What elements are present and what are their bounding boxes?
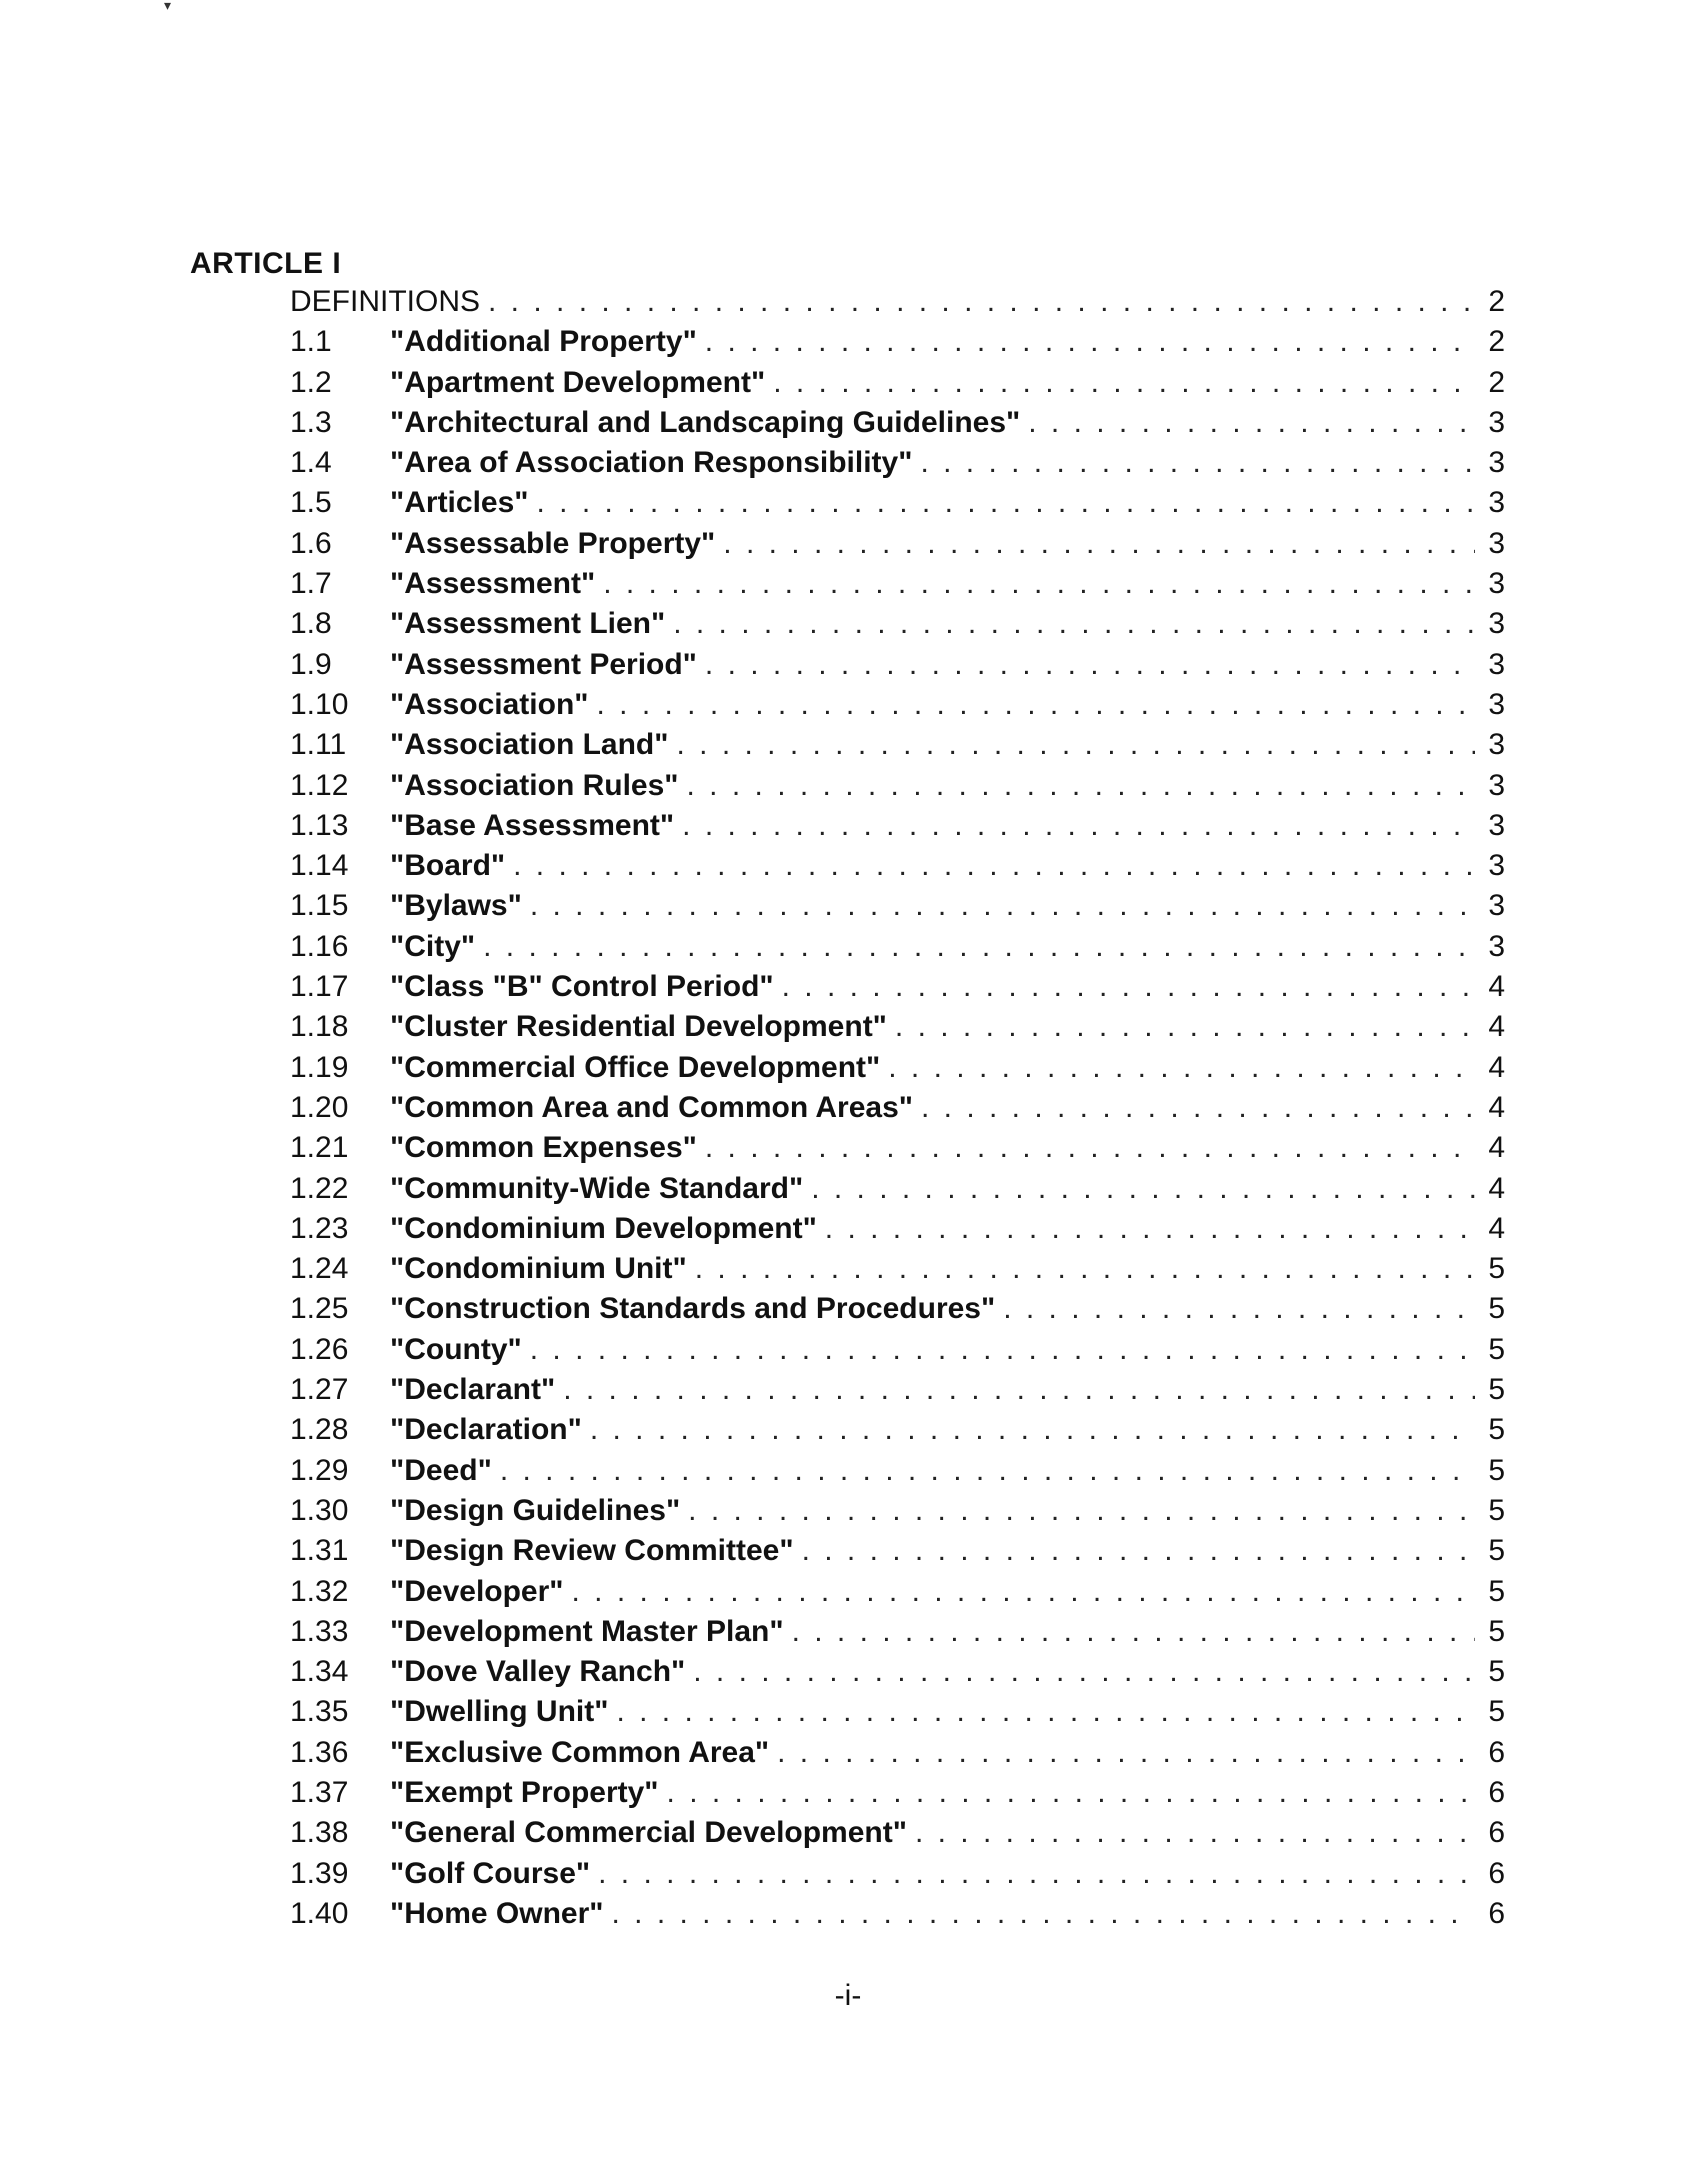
- entry-title: "Golf Course": [390, 1856, 591, 1890]
- dot-leader: [563, 1370, 1475, 1410]
- entry-number: 1.38: [290, 1816, 349, 1850]
- dot-leader: [612, 1894, 1476, 1934]
- toc-entry-row: [290, 1813, 1505, 1853]
- toc-entry-row: [290, 1531, 1505, 1571]
- entry-number: 1.6: [290, 526, 332, 560]
- entry-title: "Class "B" Control Period": [390, 970, 774, 1004]
- dot-leader: [695, 1249, 1475, 1289]
- toc-section-row: [290, 282, 1505, 322]
- entry-title: "Additional Property": [390, 325, 697, 359]
- entry-page-number: 5: [1488, 1413, 1505, 1447]
- dot-leader: [915, 1813, 1475, 1853]
- entry-page-number: 3: [1488, 768, 1505, 802]
- entry-title: "County": [390, 1332, 522, 1366]
- entry-page-number: 4: [1488, 1050, 1505, 1084]
- entry-title: "Exempt Property": [390, 1775, 659, 1809]
- toc-entry-row: [290, 1048, 1505, 1088]
- entry-page-number: 4: [1488, 1010, 1505, 1044]
- toc-entry-row: [290, 403, 1505, 443]
- dot-leader: [705, 645, 1475, 685]
- entry-number: 1.23: [290, 1211, 349, 1245]
- entry-number: 1.24: [290, 1252, 349, 1286]
- entry-number: 1.15: [290, 889, 349, 923]
- entry-number: 1.34: [290, 1655, 349, 1689]
- dot-leader: [513, 846, 1475, 886]
- entry-page-number: 5: [1488, 1655, 1505, 1689]
- toc-entry-row: [290, 322, 1505, 362]
- toc-entry-row: [290, 483, 1505, 523]
- entry-title: "Deed": [390, 1453, 492, 1487]
- entry-page-number: 5: [1488, 1534, 1505, 1568]
- entry-page-number: 5: [1488, 1614, 1505, 1648]
- entry-title: "Association Rules": [390, 768, 679, 802]
- dot-leader: [537, 483, 1475, 523]
- dot-leader: [895, 1007, 1475, 1047]
- entry-number: 1.27: [290, 1373, 349, 1407]
- entry-page-number: 3: [1488, 929, 1505, 963]
- table-of-contents: [290, 282, 1505, 1934]
- dot-leader: [1003, 1289, 1475, 1329]
- entry-number: 1.8: [290, 607, 332, 641]
- entry-number: 1.16: [290, 929, 349, 963]
- dot-leader: [603, 564, 1475, 604]
- toc-entry-row: [290, 685, 1505, 725]
- toc-entry-row: [290, 524, 1505, 564]
- dot-leader: [921, 1088, 1475, 1128]
- entry-page-number: 5: [1488, 1292, 1505, 1326]
- entry-page-number: 3: [1488, 849, 1505, 883]
- toc-entry-row: [290, 1410, 1505, 1450]
- entry-number: 1.1: [290, 325, 332, 359]
- entry-title: "Condominium Development": [390, 1211, 817, 1245]
- toc-entry-row: [290, 886, 1505, 926]
- entry-title: "General Commercial Development": [390, 1816, 907, 1850]
- entry-number: 1.37: [290, 1775, 349, 1809]
- entry-page-number: 5: [1488, 1332, 1505, 1366]
- entry-number: 1.19: [290, 1050, 349, 1084]
- entry-title: "Developer": [390, 1574, 564, 1608]
- entry-title: "Assessment": [390, 567, 596, 601]
- entry-number: 1.39: [290, 1856, 349, 1890]
- entry-title: "Design Guidelines": [390, 1493, 681, 1527]
- dot-leader: [530, 886, 1475, 926]
- entry-number: 1.32: [290, 1574, 349, 1608]
- toc-entry-row: [290, 1289, 1505, 1329]
- entry-page-number: 6: [1488, 1816, 1505, 1850]
- dot-leader: [802, 1531, 1475, 1571]
- entry-page-number: 6: [1488, 1856, 1505, 1890]
- dot-leader: [500, 1451, 1475, 1491]
- entry-title: "Base Assessment": [390, 808, 675, 842]
- dot-leader: [488, 282, 1475, 322]
- entry-page-number: 3: [1488, 889, 1505, 923]
- toc-entry-row: [290, 564, 1505, 604]
- entry-page-number: 3: [1488, 405, 1505, 439]
- entry-page-number: 3: [1488, 607, 1505, 641]
- dot-leader: [811, 1169, 1475, 1209]
- entry-page-number: 3: [1488, 526, 1505, 560]
- dot-leader: [667, 1773, 1475, 1813]
- dot-leader: [572, 1572, 1475, 1612]
- entry-title: "Declarant": [390, 1373, 556, 1407]
- entry-title: "Design Review Committee": [390, 1534, 794, 1568]
- toc-entry-row: [290, 1491, 1505, 1531]
- entry-page-number: 3: [1488, 567, 1505, 601]
- entry-title: "Development Master Plan": [390, 1614, 784, 1648]
- entry-page-number: 5: [1488, 1493, 1505, 1527]
- entry-number: 1.17: [290, 970, 349, 1004]
- toc-entry-row: [290, 725, 1505, 765]
- entry-page-number: 3: [1488, 728, 1505, 762]
- entry-number: 1.40: [290, 1896, 349, 1930]
- dot-leader: [590, 1410, 1475, 1450]
- toc-entry-row: [290, 443, 1505, 483]
- toc-entry-row: [290, 1854, 1505, 1894]
- page-footer: -i-: [834, 1979, 862, 2012]
- dot-leader: [687, 766, 1475, 806]
- entry-title: "Commercial Office Development": [390, 1050, 881, 1084]
- dot-leader: [693, 1652, 1475, 1692]
- entry-title: "Dwelling Unit": [390, 1695, 609, 1729]
- dot-leader: [673, 604, 1475, 644]
- dot-leader: [598, 1854, 1475, 1894]
- entry-title: "Assessment Lien": [390, 607, 666, 641]
- dot-leader: [483, 927, 1475, 967]
- entry-title: "Board": [390, 849, 506, 883]
- dot-leader: [682, 806, 1475, 846]
- entry-number: 1.13: [290, 808, 349, 842]
- toc-entry-row: [290, 1330, 1505, 1370]
- entry-title: "Assessable Property": [390, 526, 716, 560]
- entry-number: 1.7: [290, 567, 332, 601]
- toc-entry-row: [290, 363, 1505, 403]
- toc-entry-row: [290, 1249, 1505, 1289]
- dot-leader: [705, 322, 1475, 362]
- entry-page-number: 5: [1488, 1695, 1505, 1729]
- entry-page-number: 3: [1488, 486, 1505, 520]
- toc-entry-row: [290, 967, 1505, 1007]
- entry-page-number: 3: [1488, 446, 1505, 480]
- entry-page-number: 6: [1488, 1896, 1505, 1930]
- section-title: DEFINITIONS: [290, 285, 481, 318]
- entry-page-number: 5: [1488, 1574, 1505, 1608]
- dot-leader: [782, 967, 1475, 1007]
- toc-entry-row: [290, 1128, 1505, 1168]
- toc-entry-row: [290, 604, 1505, 644]
- entry-page-number: 4: [1488, 1171, 1505, 1205]
- toc-entry-row: [290, 1370, 1505, 1410]
- dot-leader: [705, 1128, 1475, 1168]
- entry-number: 1.12: [290, 768, 349, 802]
- entry-number: 1.33: [290, 1614, 349, 1648]
- scan-mark-icon: ▾: [164, 0, 172, 13]
- toc-entry-row: [290, 1612, 1505, 1652]
- entry-page-number: 5: [1488, 1252, 1505, 1286]
- entry-number: 1.36: [290, 1735, 349, 1769]
- toc-entry-row: [290, 846, 1505, 886]
- entry-title: "Cluster Residential Development": [390, 1010, 887, 1044]
- dot-leader: [825, 1209, 1475, 1249]
- entry-page-number: 4: [1488, 1131, 1505, 1165]
- toc-entry-row: [290, 927, 1505, 967]
- entry-page-number: 2: [1488, 365, 1505, 399]
- dot-leader: [676, 725, 1475, 765]
- entry-number: 1.25: [290, 1292, 349, 1326]
- entry-title: "Architectural and Landscaping Guidelines": [390, 405, 1021, 439]
- entry-title: "Construction Standards and Procedures": [390, 1292, 996, 1326]
- entry-page-number: 6: [1488, 1735, 1505, 1769]
- dot-leader: [920, 443, 1475, 483]
- entry-number: 1.9: [290, 647, 332, 681]
- entry-number: 1.18: [290, 1010, 349, 1044]
- dot-leader: [792, 1612, 1475, 1652]
- entry-title: "Condominium Unit": [390, 1252, 687, 1286]
- entry-title: "Community-Wide Standard": [390, 1171, 804, 1205]
- dot-leader: [888, 1048, 1475, 1088]
- section-page-number: 2: [1488, 285, 1505, 318]
- toc-entry-row: [290, 1007, 1505, 1047]
- entry-number: 1.10: [290, 687, 349, 721]
- entry-number: 1.28: [290, 1413, 349, 1447]
- entry-title: "Common Expenses": [390, 1131, 697, 1165]
- entry-number: 1.2: [290, 365, 332, 399]
- entry-number: 1.5: [290, 486, 332, 520]
- entry-page-number: 4: [1488, 1090, 1505, 1124]
- entry-title: "Apartment Development": [390, 365, 766, 399]
- dot-leader: [773, 363, 1475, 403]
- entry-number: 1.31: [290, 1534, 349, 1568]
- toc-entry-row: [290, 1572, 1505, 1612]
- dot-leader: [616, 1692, 1475, 1732]
- toc-entry-row: [290, 1773, 1505, 1813]
- entry-number: 1.21: [290, 1131, 349, 1165]
- entry-title: "Common Area and Common Areas": [390, 1090, 913, 1124]
- entry-number: 1.11: [290, 728, 347, 762]
- toc-entry-row: [290, 1652, 1505, 1692]
- dot-leader: [777, 1733, 1475, 1773]
- entry-title: "Dove Valley Ranch": [390, 1655, 686, 1689]
- toc-entry-row: [290, 1733, 1505, 1773]
- entry-title: "Declaration": [390, 1413, 582, 1447]
- entry-number: 1.35: [290, 1695, 349, 1729]
- toc-entry-row: [290, 766, 1505, 806]
- toc-entry-row: [290, 1088, 1505, 1128]
- entry-page-number: 3: [1488, 647, 1505, 681]
- entry-title: "Association": [390, 687, 589, 721]
- entry-title: "Association Land": [390, 728, 669, 762]
- dot-leader: [1028, 403, 1475, 443]
- entry-page-number: 4: [1488, 1211, 1505, 1245]
- entry-number: 1.3: [290, 405, 332, 439]
- dot-leader: [723, 524, 1475, 564]
- article-heading: ARTICLE I: [190, 247, 342, 280]
- entry-number: 1.20: [290, 1090, 349, 1124]
- toc-entry-row: [290, 1894, 1505, 1934]
- entry-page-number: 3: [1488, 687, 1505, 721]
- toc-entry-row: [290, 806, 1505, 846]
- dot-leader: [530, 1330, 1475, 1370]
- entry-page-number: 3: [1488, 808, 1505, 842]
- entry-page-number: 5: [1488, 1373, 1505, 1407]
- entry-title: "City": [390, 929, 476, 963]
- entry-number: 1.14: [290, 849, 349, 883]
- toc-entry-row: [290, 645, 1505, 685]
- entry-number: 1.4: [290, 446, 332, 480]
- entry-title: "Area of Association Responsibility": [390, 446, 913, 480]
- entry-page-number: 5: [1488, 1453, 1505, 1487]
- entry-page-number: 4: [1488, 970, 1505, 1004]
- entry-number: 1.30: [290, 1493, 349, 1527]
- entry-title: "Bylaws": [390, 889, 522, 923]
- toc-entry-row: [290, 1169, 1505, 1209]
- entry-number: 1.29: [290, 1453, 349, 1487]
- entry-title: "Assessment Period": [390, 647, 697, 681]
- toc-entry-row: [290, 1692, 1505, 1732]
- entry-title: "Exclusive Common Area": [390, 1735, 770, 1769]
- entry-page-number: 6: [1488, 1775, 1505, 1809]
- entry-page-number: 2: [1488, 325, 1505, 359]
- toc-entry-row: [290, 1209, 1505, 1249]
- toc-entry-row: [290, 1451, 1505, 1491]
- entry-number: 1.22: [290, 1171, 349, 1205]
- dot-leader: [597, 685, 1476, 725]
- entry-title: "Home Owner": [390, 1896, 604, 1930]
- entry-number: 1.26: [290, 1332, 349, 1366]
- dot-leader: [688, 1491, 1475, 1531]
- entry-title: "Articles": [390, 486, 529, 520]
